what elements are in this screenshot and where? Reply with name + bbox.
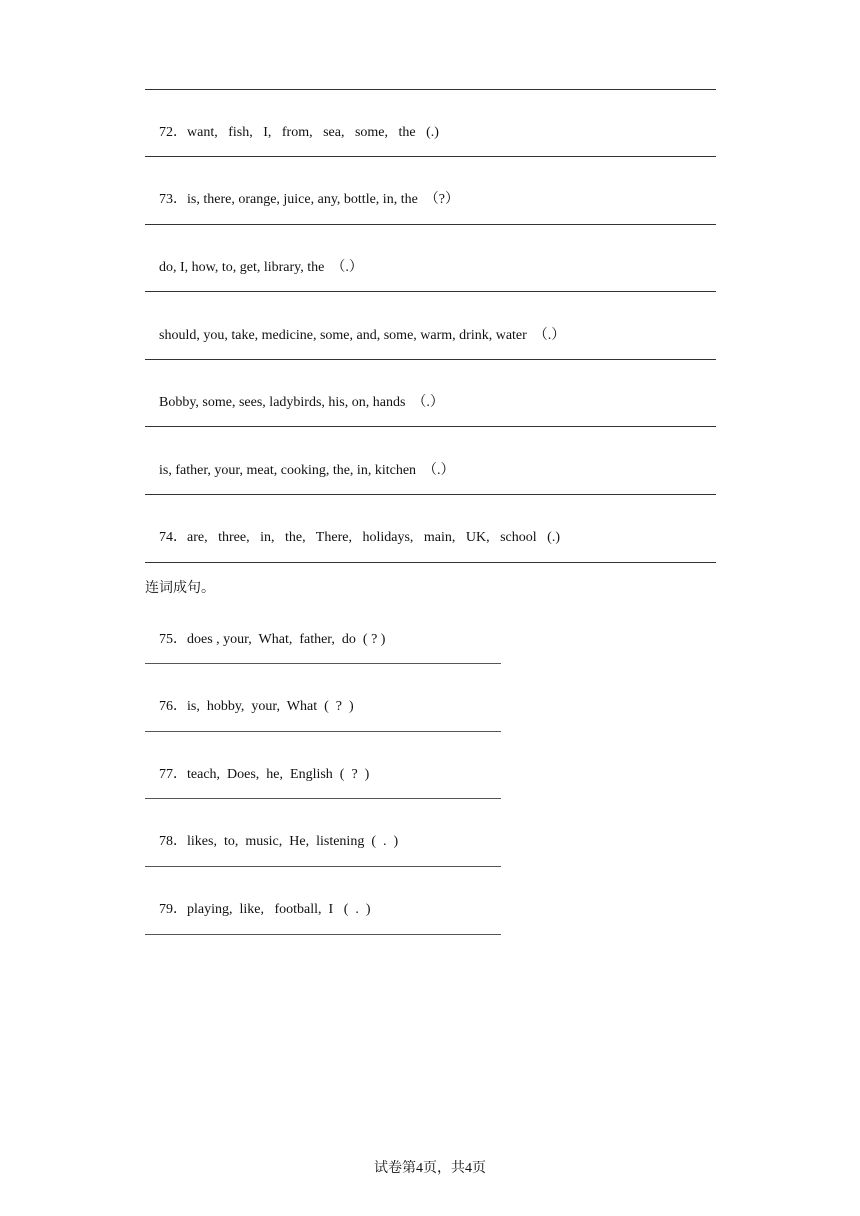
question-medicine [145, 312, 565, 360]
question-words: does , your, What, father, do ( ? ) [187, 632, 386, 647]
question-words: are, three, in, the, There, holidays, main, UK, school (.) [187, 530, 560, 545]
question-kitchen [145, 447, 455, 495]
question-words: want, fish, I, from, sea, some, the (.) [187, 125, 439, 140]
answer-line[interactable] [145, 426, 716, 427]
answer-line[interactable] [145, 663, 501, 664]
answer-line[interactable] [145, 224, 716, 225]
question-number: 76． [159, 699, 187, 714]
question-words: likes, to, music, He, listening ( . ) [187, 834, 399, 849]
page-footer: 试卷第4页，共4页 [374, 1161, 486, 1176]
answer-line[interactable] [145, 89, 716, 90]
answer-line[interactable] [145, 291, 716, 292]
question-72 [145, 109, 439, 157]
question-number: 79． [159, 902, 187, 917]
question-words: should, you, take, medicine, some, and, some, warm, drink, water （.） [159, 328, 566, 343]
question-number: 78． [159, 834, 187, 849]
answer-line[interactable] [145, 156, 716, 157]
answer-line[interactable] [145, 798, 501, 799]
question-words: is, there, orange, juice, any, bottle, in, the （?） [187, 192, 460, 207]
question-74 [145, 514, 560, 562]
answer-line[interactable] [145, 359, 716, 360]
answer-line[interactable] [145, 866, 501, 867]
question-77 [145, 751, 369, 799]
question-words: teach, Does, he, English ( ? ) [187, 767, 370, 782]
question-number: 75． [159, 632, 187, 647]
question-library [145, 244, 363, 292]
question-number: 72． [159, 125, 187, 140]
question-words: is, hobby, your, What ( ? ) [187, 699, 354, 714]
question-words: playing, like, football, I ( . ) [187, 902, 371, 917]
answer-line[interactable] [145, 731, 501, 732]
question-75 [145, 616, 385, 664]
section-heading: 连词成句。 [145, 581, 215, 596]
question-79 [145, 886, 371, 934]
question-73 [145, 176, 459, 224]
answer-line[interactable] [145, 494, 716, 495]
question-words: Bobby, some, sees, ladybirds, his, on, hands （.） [159, 395, 444, 410]
question-ladybirds [145, 379, 444, 427]
question-number: 74． [159, 530, 187, 545]
question-words: is, father, your, meat, cooking, the, in, kitchen （.） [159, 463, 455, 478]
question-78 [145, 818, 398, 866]
answer-line[interactable] [145, 934, 501, 935]
question-words: do, I, how, to, get, library, the （.） [159, 260, 363, 275]
question-76 [145, 683, 354, 731]
question-number: 77． [159, 767, 187, 782]
question-number: 73． [159, 192, 187, 207]
answer-line[interactable] [145, 562, 716, 563]
